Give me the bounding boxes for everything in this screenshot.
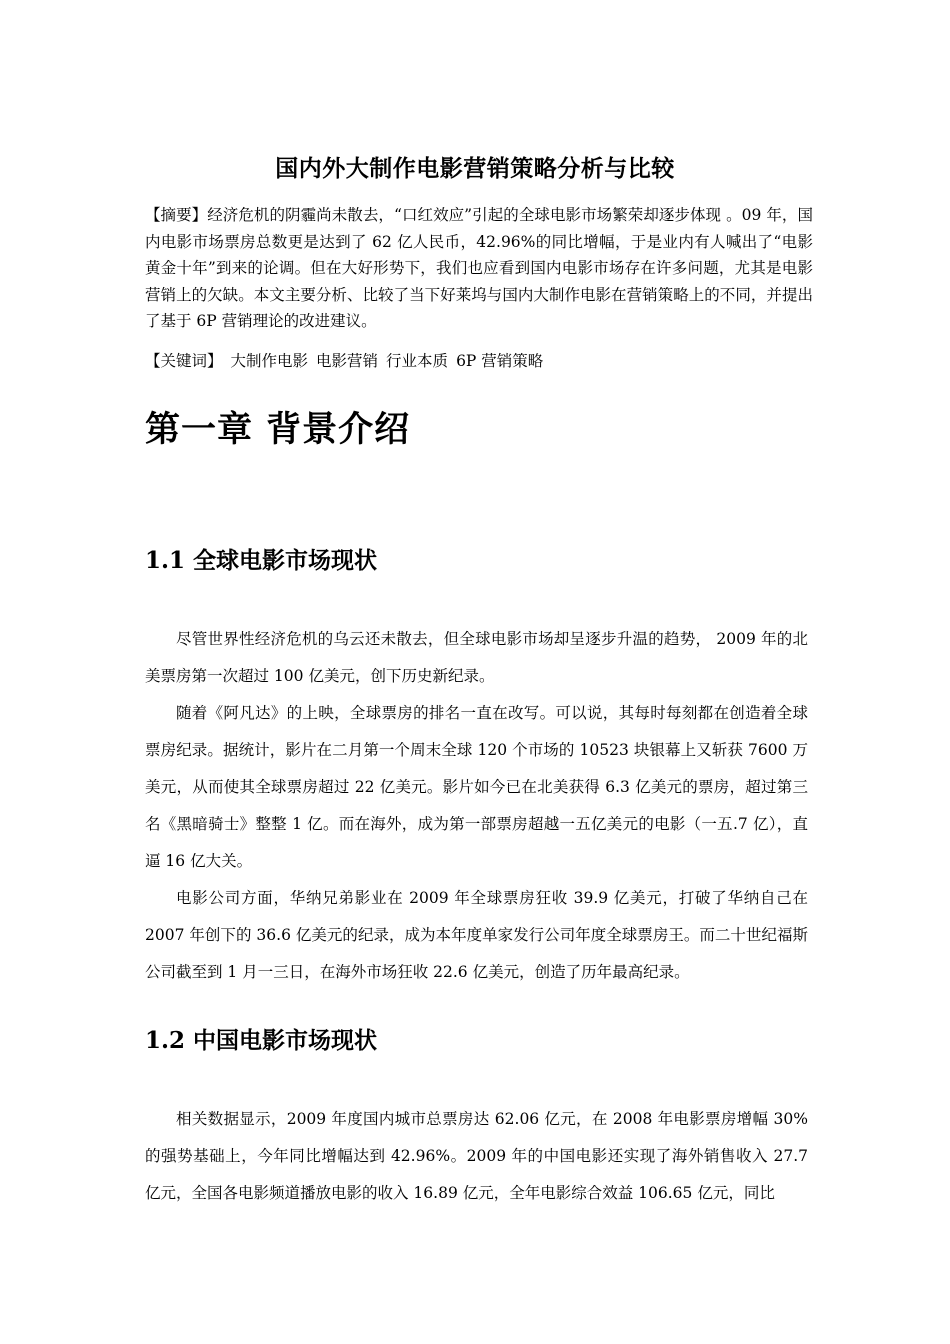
section-heading: 1.2 中国电影市场现状 (145, 1027, 378, 1054)
keyword-item: 电影营销 (316, 352, 379, 370)
body-paragraph: 尽管世界性经济危机的乌云还未散去，但全球电影市场却呈逐步升温的趋势， 2009 年的北美票房第一次超过 100 亿美元，创下历史新纪录。 (145, 630, 808, 685)
chapter-heading: 第一章 背景介绍 (145, 409, 411, 450)
section-heading: 1.1 全球电影市场现状 (145, 547, 378, 574)
keyword-item: 大制作电影 (230, 352, 309, 370)
keywords-label: 【关键词】 (145, 352, 223, 370)
section-body (145, 621, 808, 991)
abstract-text: 经济危机的阴霾尚未散去，“口红效应”引起的全球电影市场繁荣却逐步体现 。09 年，国内电影市场票房总数更是达到了 62 亿人民币，42.96%的同比增幅，于是业内有人喊出了“电影黄金十年”到来的论调。但在大好形势下，我们也应看到国内电影市场存在许多问题，尤其是电影营销上的欠缺。本文主要分析、比较了当下好莱坞与国内大制作电影在营销策略上的不同，并提出了基于 6P 营销理论的改进建议。 (145, 206, 813, 330)
abstract (145, 202, 813, 335)
body-paragraph: 电影公司方面，华纳兄弟影业在 2009 年全球票房狂收 39.9 亿美元，打破了华纳自己在 2007 年创下的 36.6 亿美元的纪录，成为本年度单家发行公司年度全球票房王。而二十世纪福斯公司截至到 1 月一三日，在海外市场狂收 22.6 亿美元，创造了历年最高纪录。 (145, 889, 808, 981)
body-paragraph: 随着《阿凡达》的上映，全球票房的排名一直在改写。可以说，其每时每刻都在创造着全球票房纪录。据统计，影片在二月第一个周末全球 120 个市场的 10523 块银幕上又斩获 7600 万美元，从而使其全球票房超过 22 亿美元。影片如今已在北美获得 6.3 亿美元的票房，超过第三名《黑暗骑士》整整 1 亿。而在海外，成为第一部票房超越一五亿美元的电影（一五.7 亿），直逼 16 亿大关。 (145, 704, 808, 870)
abstract-label: 【摘要】 (145, 206, 208, 224)
section-body (145, 1101, 808, 1212)
keywords-line (145, 348, 813, 374)
body-paragraph: 相关数据显示，2009 年度国内城市总票房达 62.06 亿元，在 2008 年电影票房增幅 30% 的强势基础上，今年同比增幅达到 42.96%。2009 年的中国电影还实现了海外销售收入 27.7 亿元，全国各电影频道播放电影的收入 16.89 亿元，全年电影综合效益 106.65 亿元，同比 (145, 1110, 808, 1202)
keyword-item: 行业本质 (386, 352, 449, 370)
keyword-item: 6P 营销策略 (456, 352, 544, 370)
document-title: 国内外大制作电影营销策略分析与比较 (275, 155, 675, 182)
